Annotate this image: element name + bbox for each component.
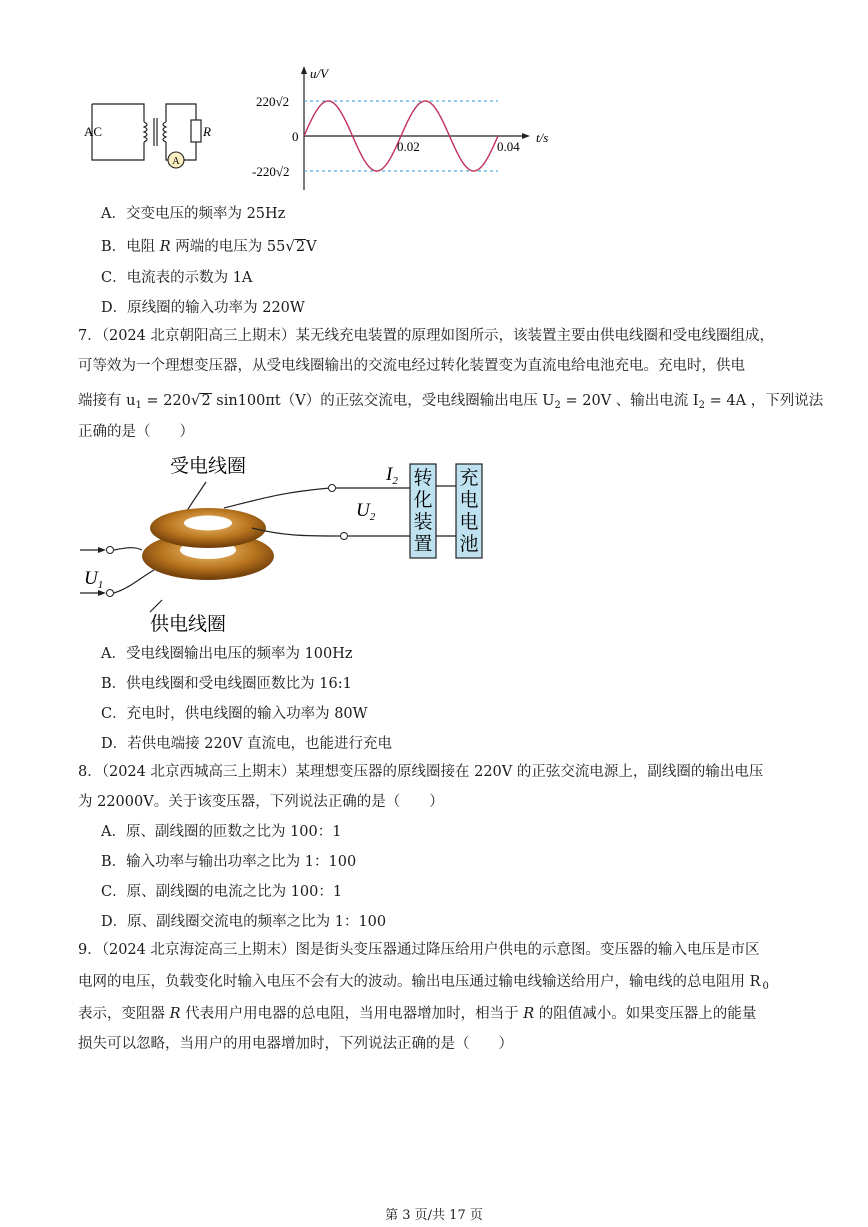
- q8-option-a: A．原、副线圈的匝数之比为 100：1: [101, 824, 342, 840]
- q6-option-c: C．电流表的示数为 1A: [101, 270, 253, 286]
- svg-text:化: 化: [413, 489, 433, 511]
- svg-text:充: 充: [459, 467, 479, 489]
- i2-label: $I_2$: [386, 464, 398, 487]
- u1-label: $U_1$: [84, 568, 104, 591]
- page-footer: 第 3 页/共 17 页: [385, 1208, 483, 1223]
- svg-text:电: 电: [459, 489, 479, 511]
- q7-stem-line4: 正确的是（ ）: [78, 424, 194, 440]
- svg-text:置: 置: [413, 533, 433, 555]
- y-axis-label: u/V: [310, 66, 329, 81]
- x-tick-0.02: 0.02: [397, 139, 420, 154]
- x-axis-label: t/s: [536, 130, 549, 145]
- resistor-label: R: [203, 124, 211, 139]
- q6-option-d: D．原线圈的输入功率为 220W: [101, 300, 305, 316]
- svg-text:装: 装: [413, 511, 433, 533]
- y-min-label: -220√2: [252, 164, 290, 179]
- q9-stem-line4: 损失可以忽略，当用户的用电器增加时，下列说法正确的是（ ）: [78, 1036, 513, 1052]
- q8-option-c: C．原、副线圈的电流之比为 100：1: [101, 884, 343, 900]
- q9-stem-line1: 9．（2024 北京海淀高三上期末）图是街头变压器通过降压给用户供电的示意图。变压器的输入电压是市区: [78, 942, 760, 958]
- x-axis-arrow: [522, 133, 530, 139]
- q8-option-b: B．输入功率与输出功率之比为 1：100: [101, 854, 357, 870]
- q8-option-d: D．原、副线圈交流电的频率之比为 1：100: [101, 914, 387, 930]
- q6-option-a: A．交变电压的频率为 25Hz: [101, 206, 286, 222]
- ammeter-label: A: [172, 156, 180, 167]
- q7-stem-line2: 可等效为一个理想变压器，从受电线圈输出的交流电经过转化装置变为直流电给电池充电。充电时，供电: [78, 358, 745, 374]
- q7-wireless-charger-diagram: [74, 450, 494, 640]
- q6-voltage-graph: [252, 62, 552, 192]
- q8-stem-line1: 8．（2024 北京西城高三上期末）某理想变压器的原线圈接在 220V 的正弦交流电源上，副线圈的输出电压: [78, 764, 764, 780]
- q7-option-c: C．充电时，供电线圈的输入功率为 80W: [101, 706, 368, 722]
- svg-text:转: 转: [413, 467, 433, 489]
- q8-stem-line2: 为 22000V。关于该变压器，下列说法正确的是（ ）: [78, 794, 444, 810]
- q7-stem-line3: 端接有 $u_1 = 220√2$ sin100πt（V）的正弦交流电，受电线圈输出电压 $U_2 = 20V$ 、输出电流 $I_2 = 4A$ ，下列说法: [78, 391, 824, 411]
- ac-label: AC: [84, 124, 103, 139]
- y-axis-arrow: [301, 66, 307, 74]
- q7-option-a: A．受电线圈输出电压的频率为 100Hz: [101, 646, 353, 662]
- origin-label: 0: [292, 129, 299, 144]
- q6-option-b: B．电阻 R 两端的电压为 55√2V: [101, 237, 317, 255]
- svg-text:电: 电: [459, 511, 479, 533]
- u2-label: $U_2$: [356, 500, 376, 523]
- svg-text:池: 池: [459, 533, 479, 555]
- y-max-label: 220√2: [256, 94, 290, 109]
- x-tick-0.04: 0.04: [497, 139, 520, 154]
- q9-stem-line3: 表示，变阻器 R 代表用户用电器的总电阻，当用电器增加时，相当于 R 的阻值减小。如果变压器上的能量: [78, 1006, 757, 1022]
- q9-stem-line2: 电网的电压，负载变化时输入电压不会有大的波动。输出电压通过输电线输送给用户，输电线的总电阻用 R $_0$: [78, 974, 769, 992]
- q7-option-d: D．若供电端接 220V 直流电，也能进行充电: [101, 736, 392, 752]
- q7-stem-line1: 7．（2024 北京朝阳高三上期末）某无线充电装置的原理如图所示，该装置主要由供电线圈和受电线圈组成，: [78, 328, 774, 344]
- supply-coil-label: 供电线圈: [150, 613, 227, 635]
- receive-coil-label: 受电线圈: [170, 455, 247, 477]
- q7-option-b: B．供电线圈和受电线圈匝数比为 16:1: [101, 676, 352, 692]
